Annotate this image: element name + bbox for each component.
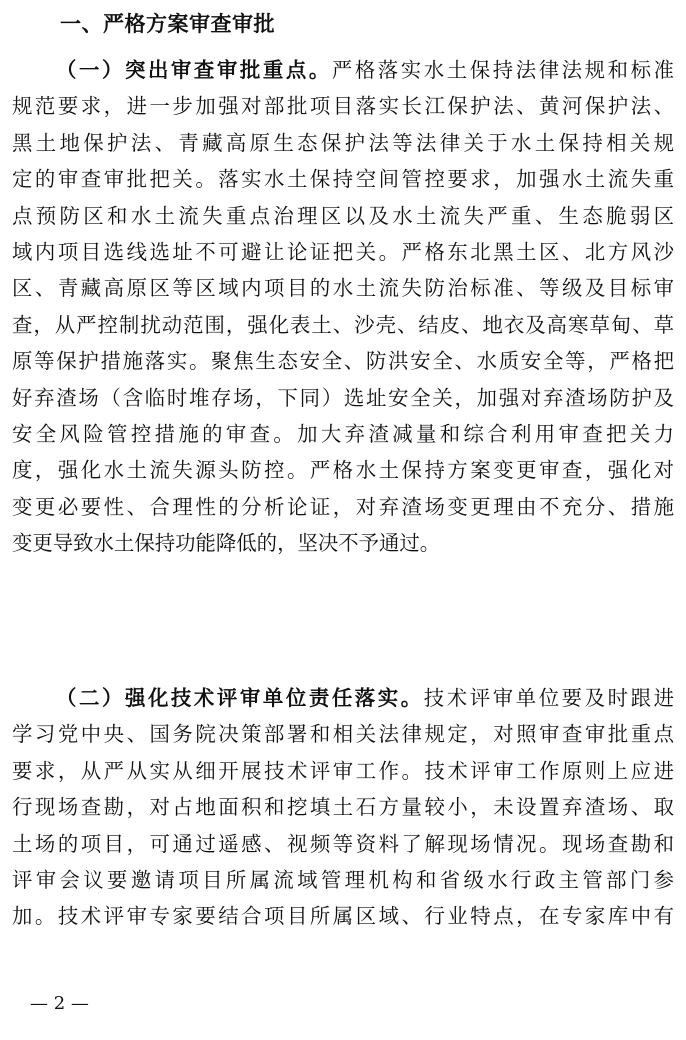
paragraph-line: 点预防区和水土流失重点治理区以及水土流失严重、生态脆弱区	[12, 203, 674, 228]
paragraph-lead: （一）突出审查审批重点。	[56, 58, 332, 82]
paragraph-line: 好弃渣场（含临时堆存场，下同）选址安全关，加强对弃渣场防护及	[12, 385, 674, 410]
paragraph-line: 度，强化水土流失源头防控。严格水土保持方案变更审查，强化对	[12, 458, 674, 483]
paragraph-review-priorities	[12, 52, 674, 562]
paragraph-line: 域内项目选线选址不可避让论证把关。严格东北黑土区、北方风沙	[12, 240, 674, 265]
paragraph-line: 行现场查勘，对占地面积和挖填土石方量较小，未设置弃渣场、取	[12, 795, 674, 820]
paragraph-line: 黑土地保护法、青藏高原生态保护法等法律关于水土保持相关规	[12, 130, 674, 155]
section-heading: 一、严格方案审查审批	[60, 12, 275, 36]
paragraph-line: 土场的项目，可通过遥感、视频等资料了解现场情况。现场查勘和	[12, 831, 674, 856]
paragraph-line: 查，从严控制扰动范围，强化表土、沙壳、结皮、地衣及高寒草甸、草	[12, 312, 674, 337]
page-number: — 2 —	[30, 993, 89, 1014]
paragraph-line: 区、青藏高原区等区域内项目的水土流失防治标准、等级及目标审	[12, 276, 674, 301]
paragraph-line: 评审会议要邀请项目所属流域管理机构和省级水行政主管部门参	[12, 868, 674, 893]
paragraph-line: （二）强化技术评审单位责任落实。技术评审单位要及时跟进	[56, 686, 674, 710]
paragraph-line: 安全风险管控措施的审查。加大弃渣减量和综合利用审查把关力	[12, 422, 674, 447]
paragraph-line: 变更必要性、合理性的分析论证，对弃渣场变更理由不充分、措施	[12, 494, 674, 519]
paragraph-line: 学习党中央、国务院决策部署和相关法律规定，对照审查审批重点	[12, 722, 674, 747]
paragraph-line: 原等保护措施落实。聚焦生态安全、防洪安全、水质安全等，严格把	[12, 349, 674, 374]
paragraph-line: （一）突出审查审批重点。严格落实水土保持法律法规和标准	[56, 58, 674, 82]
paragraph-line: 要求，从严从实从细开展技术评审工作。技术评审工作原则上应进	[12, 758, 674, 783]
paragraph-lead: （二）强化技术评审单位责任落实。	[56, 686, 424, 710]
paragraph-line: 变更导致水土保持功能降低的，坚决不予通过。	[12, 531, 441, 556]
paragraph-line: 规范要求，进一步加强对部批项目落实长江保护法、黄河保护法、	[12, 94, 674, 119]
paragraph-line: 加。技术评审专家要结合项目所属区域、行业特点，在专家库中有	[12, 904, 674, 929]
paragraph-technical-review	[12, 680, 674, 935]
paragraph-line: 定的审查审批把关。落实水土保持空间管控要求，加强水土流失重	[12, 167, 674, 192]
